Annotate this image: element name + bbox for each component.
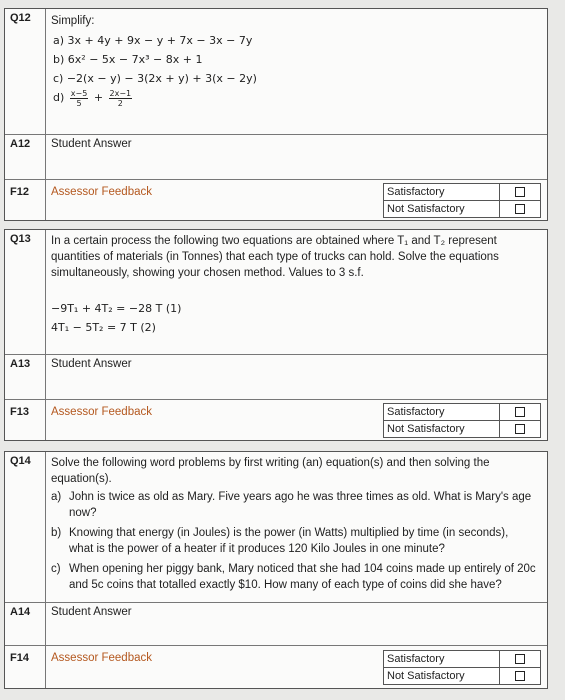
q13-table <box>4 229 548 441</box>
q12-prompt: Simplify: <box>51 15 95 27</box>
feedback-options <box>383 183 541 218</box>
q14-feedback-body <box>46 646 547 688</box>
assessor-feedback-label: Assessor Feedback <box>51 406 152 418</box>
q14-feedback-id: F14 <box>5 646 46 688</box>
q12-item-c: c) −2(x − y) − 3(2x + y) + 3(x − 2y) <box>53 72 257 85</box>
satisfactory-checkbox[interactable] <box>515 654 525 664</box>
q14-question-row <box>5 452 547 602</box>
q12-body <box>46 9 547 134</box>
satisfactory-label: Satisfactory <box>384 651 500 667</box>
assessor-feedback-label: Assessor Feedback <box>51 186 152 198</box>
q14-answer-row <box>5 602 547 645</box>
not-satisfactory-row <box>384 420 540 437</box>
not-satisfactory-row <box>384 667 540 684</box>
q13-feedback-body <box>46 400 547 440</box>
q12-item-a: a) 3x + 4y + 9x − y + 7x − 3x − 7y <box>53 34 253 47</box>
q12-answer-field[interactable] <box>46 135 547 179</box>
q13-eq2: 4T₁ − 5T₂ = 7 T (2) <box>51 321 156 334</box>
answer-label: Student Answer <box>51 138 132 150</box>
feedback-options <box>383 403 541 438</box>
not-satisfactory-label: Not Satisfactory <box>384 201 500 217</box>
q14-id: Q14 <box>5 452 46 602</box>
q13-prompt: In a certain process the following two equations are obtained where T₁ and T₂ represent quantities of materials (in Tonnes) that each type of trucks can hold. Solve the equations simultaneously, showing your chosen method. Values to 3 s.f. <box>51 235 499 279</box>
satisfactory-label: Satisfactory <box>384 184 500 200</box>
q14-body <box>46 452 547 602</box>
feedback-options <box>383 650 541 685</box>
q12-answer-id: A12 <box>5 135 46 179</box>
q12-answer-row <box>5 134 547 179</box>
satisfactory-label: Satisfactory <box>384 404 500 420</box>
q12-question-row <box>5 9 547 134</box>
q13-question-row <box>5 230 547 354</box>
q14-table <box>4 451 548 689</box>
q13-eq1: −9T₁ + 4T₂ = −28 T (1) <box>51 302 182 315</box>
satisfactory-row <box>384 184 540 200</box>
q13-answer-field[interactable] <box>46 355 547 399</box>
q14-answer-field[interactable] <box>46 603 547 645</box>
q12-feedback-row <box>5 179 547 220</box>
not-satisfactory-label: Not Satisfactory <box>384 668 500 684</box>
answer-label: Student Answer <box>51 606 132 618</box>
fraction: $\frac{2x-1}{2}$ <box>109 88 132 108</box>
q12-item-b: b) 6x² − 5x − 7x³ − 8x + 1 <box>53 53 203 66</box>
q12-feedback-body <box>46 180 547 220</box>
answer-label: Student Answer <box>51 358 132 370</box>
q14-answer-id: A14 <box>5 603 46 645</box>
satisfactory-row <box>384 404 540 420</box>
satisfactory-row <box>384 651 540 667</box>
q12-table <box>4 8 548 221</box>
satisfactory-checkbox[interactable] <box>515 187 525 197</box>
q13-answer-row <box>5 354 547 399</box>
q13-answer-id: A13 <box>5 355 46 399</box>
not-satisfactory-checkbox[interactable] <box>515 671 525 681</box>
q12-item-d: d) $\frac{x-5}{5}$ + $\frac{2x-1}{2}$ <box>53 88 132 108</box>
q14-feedback-row <box>5 645 547 688</box>
fraction: $\frac{x-5}{5}$ <box>70 88 88 108</box>
q12-id: Q12 <box>5 9 46 134</box>
not-satisfactory-row <box>384 200 540 217</box>
assessor-feedback-label: Assessor Feedback <box>51 652 152 664</box>
q14-item-b: b) Knowing that energy (in Joules) is the power (in Watts) multiplied by time (in seconds), what is the power of a heater if it produces 120 Kilo Joules in one minute? <box>51 527 509 555</box>
q13-feedback-row <box>5 399 547 440</box>
satisfactory-checkbox[interactable] <box>515 407 525 417</box>
q14-item-a: a) John is twice as old as Mary. Five years ago he was three times as old. What is Mary's age now? <box>51 491 532 519</box>
q14-prompt: Solve the following word problems by first writing (an) equation(s) and then solving the equation(s). <box>51 457 490 485</box>
q13-id: Q13 <box>5 230 46 354</box>
not-satisfactory-checkbox[interactable] <box>515 204 525 214</box>
q14-item-c: c) When opening her piggy bank, Mary noticed that she had 104 coins made up entirely of 20c and 5c coins that totalled exactly $10. How many of each type of coins did she have? <box>51 563 536 591</box>
not-satisfactory-label: Not Satisfactory <box>384 421 500 437</box>
q13-body <box>46 230 547 354</box>
not-satisfactory-checkbox[interactable] <box>515 424 525 434</box>
q12-feedback-id: F12 <box>5 180 46 220</box>
q13-feedback-id: F13 <box>5 400 46 440</box>
